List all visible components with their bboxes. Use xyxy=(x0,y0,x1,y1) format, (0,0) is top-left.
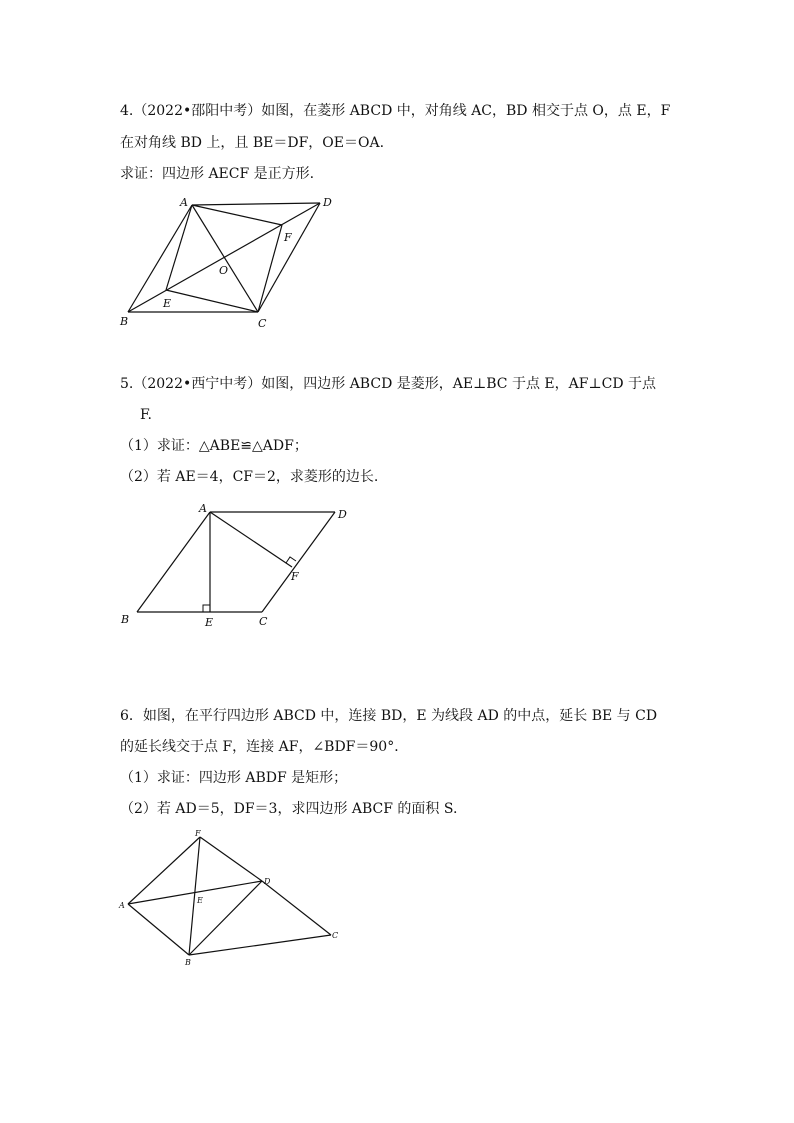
label-c: C xyxy=(332,931,339,940)
label-d: D xyxy=(323,196,332,209)
p5-line-1: 5.（2022•西宁中考）如图，四边形 ABCD 是菱形，AE⊥BC 于点 E，AF⊥CD 于点 xyxy=(120,376,656,392)
label-c: C xyxy=(258,317,267,330)
label-a: A xyxy=(199,502,207,515)
label-f: F xyxy=(284,231,292,244)
seg-ab xyxy=(128,904,189,955)
p5-line-3: （1）求证：△ABE≌△ADF； xyxy=(120,438,308,454)
label-o: O xyxy=(219,264,229,277)
seg-dc xyxy=(262,881,331,935)
label-d: D xyxy=(264,877,271,886)
label-e: E xyxy=(197,896,203,905)
p6-line-2: 的延长线交于点 F，连接 AF，∠BDF＝90°． xyxy=(120,739,409,755)
seg-fd xyxy=(200,837,262,881)
p5-line-2: F. xyxy=(140,407,152,423)
label-a: A xyxy=(119,901,125,910)
p6-line-4: （2）若 AD＝5，DF＝3，求四边形 ABCF 的面积 S. xyxy=(120,801,458,817)
p4-line-3: 求证：四边形 AECF 是正方形. xyxy=(120,166,315,182)
label-f: F xyxy=(291,570,299,583)
p4-line-1: 4.（2022•邵阳中考）如图，在菱形 ABCD 中，对角线 AC，BD 相交于点 O，点 E，F xyxy=(120,103,671,119)
p4-line-2: 在对角线 BD 上，且 BE＝DF，OE＝OA. xyxy=(120,135,385,151)
label-e: E xyxy=(163,297,172,310)
label-d: D xyxy=(338,508,347,521)
p6-line-1: 6．如图，在平行四边形 ABCD 中，连接 BD，E 为线段 AD 的中点，延长 BE 与 CD xyxy=(120,708,658,724)
p6-line-3: （1）求证：四边形 ABDF 是矩形； xyxy=(120,770,348,786)
p5-line-4: （2）若 AE＝4，CF＝2，求菱形的边长. xyxy=(120,469,379,485)
seg-bc xyxy=(189,935,331,955)
label-f: F xyxy=(195,829,201,838)
label-b: B xyxy=(121,613,130,626)
label-e: E xyxy=(205,616,214,629)
label-b: B xyxy=(120,315,129,328)
label-a: A xyxy=(180,196,188,209)
label-c: C xyxy=(259,615,268,628)
label-b: B xyxy=(185,958,191,967)
